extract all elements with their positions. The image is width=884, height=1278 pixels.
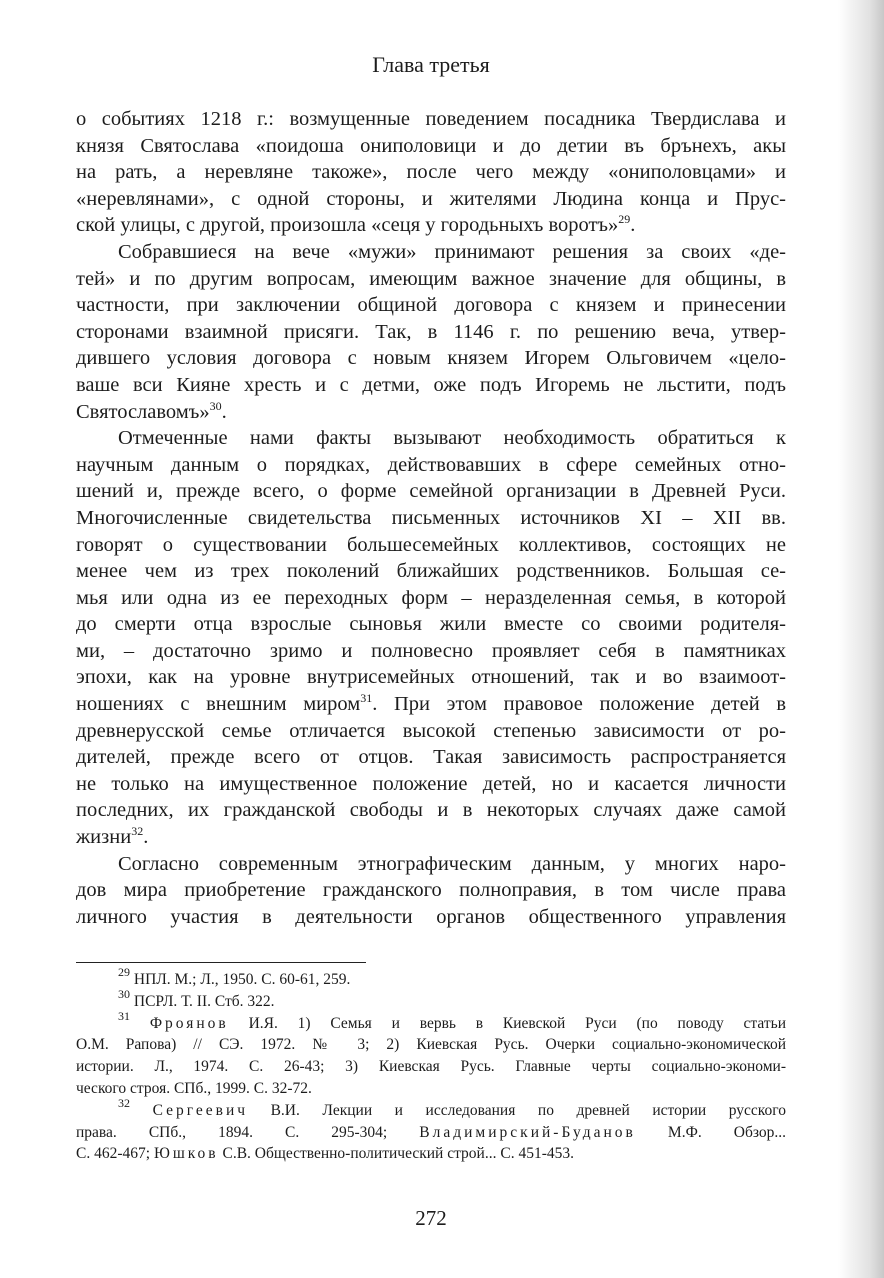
footnote-rule — [76, 962, 366, 963]
text-line-content: древнерусской семье отличается высокой степенью зависимости от ро- — [76, 719, 786, 742]
text-line-content: на рать, а неревляне такоже», после чего между «ониполовцами» и — [76, 161, 786, 184]
text-line — [76, 585, 786, 612]
footnote-number: 31 — [118, 1008, 130, 1023]
footnote-ref: 32 — [131, 824, 144, 839]
text-line-content: дителей, прежде всего от отцов. Такая зависимость распространяется — [76, 746, 786, 769]
author-name: Фроянов — [149, 1014, 229, 1032]
text-line — [76, 691, 786, 718]
footnote-text: М.Ф. Обзор... — [635, 1123, 786, 1141]
footnote-text: права. СПб., 1894. С. 295-304; — [76, 1123, 420, 1141]
text-line-content: князя Святослава «поидоша ониполовици и до детии въ брънехъ, акы — [76, 134, 786, 157]
text-line-content: не только на имущественное положение детей, но и касается личности — [76, 772, 786, 795]
text-line — [76, 532, 786, 559]
text-line-content: Согласно современным этнографическим данным, у многих наро- — [118, 852, 786, 875]
text-line — [76, 319, 786, 346]
footnote — [76, 965, 786, 991]
footnote-line — [76, 1056, 786, 1078]
text-line-tail: . — [143, 826, 149, 849]
footnote — [76, 986, 786, 1013]
footnote-text: И.Я. 1) Семья и вервь в Киевской Руси (по поводу статьи — [228, 1014, 786, 1032]
text-line-content: частности, при заключении общиной договора с князем и принесении — [76, 294, 786, 317]
text-line — [76, 159, 786, 186]
text-line — [76, 638, 786, 665]
chapter-header: Глава третья — [372, 52, 490, 77]
text-line — [76, 425, 786, 452]
text-line — [76, 877, 786, 904]
text-line — [76, 372, 786, 399]
text-line — [76, 824, 786, 851]
footnote-ref: 31 — [360, 691, 373, 706]
page-number: 272 — [415, 1206, 447, 1230]
text-line — [76, 266, 786, 293]
author-name: Сергеевич — [152, 1101, 249, 1119]
text-line-content: ношениях с внешним миром — [76, 693, 361, 716]
text-line-tail: . — [221, 400, 227, 423]
text-line-content: шений и, прежде всего, о форме семейной организации в Древней Руси. — [76, 480, 786, 503]
footnote-line — [76, 965, 786, 991]
footnote-number: 29 — [118, 965, 130, 979]
text-line-content: до смерти отца взрослые сыновья жили вместе со своими родителя- — [76, 613, 786, 636]
text-line — [76, 212, 786, 239]
footnote-ref: 29 — [618, 212, 631, 227]
footnote-text — [130, 1102, 153, 1119]
text-line — [76, 292, 786, 319]
text-line-content: «неревлянами», с одной стороны, и жителями Людина конца и Прус- — [76, 187, 786, 210]
text-line — [76, 558, 786, 585]
text-line-tail: . При этом правовое положение детей в — [372, 693, 786, 716]
text-line — [76, 664, 786, 691]
text-line-content: личного участия в деятельности органов общественного управления — [76, 905, 786, 928]
text-line-content: менее чем из трех поколений ближайших родственников. Большая се- — [76, 560, 786, 583]
footnote-text: НПЛ. М.; Л., 1950. С. 60-61, 259. — [130, 971, 351, 988]
text-line-content: говорят о существовании большесемейных коллективов, состоящих не — [76, 533, 786, 556]
text-line-content: последних, их гражданской свободы и в некоторых случаях даже самой — [76, 799, 786, 822]
text-line — [76, 505, 786, 532]
text-line-content: Собравшиеся на вече «мужи» принимают решения за своих «де- — [118, 240, 786, 263]
text-line — [76, 239, 786, 266]
text-line — [76, 478, 786, 505]
text-line — [76, 611, 786, 638]
text-line-content: сторонами взаимной присяги. Так, в 1146 г. по решению веча, утвер- — [76, 320, 786, 343]
footnote-text: О.М. Рапова) // СЭ. 1972. № 3; 2) Киевская Русь. Очерки социально-экономической — [76, 1036, 786, 1054]
text-line-content: Отмеченные нами факты вызывают необходимость обратиться к — [118, 427, 786, 450]
text-line — [76, 771, 786, 798]
footnote-number: 30 — [118, 986, 130, 1001]
text-line-content: жизни — [76, 826, 132, 849]
footnote-text: С. 462-467; — [76, 1145, 154, 1163]
footnote — [76, 1008, 786, 1100]
footnote-line — [76, 986, 786, 1013]
text-line-content: эпохи, как на уровне внутрисемейных отношений, так и во взаимоот- — [76, 666, 786, 689]
text-line — [76, 851, 786, 878]
footnote-line — [76, 1078, 786, 1100]
footnote-line — [76, 1122, 786, 1144]
text-line — [76, 106, 786, 133]
footnote-ref: 30 — [209, 398, 222, 413]
text-line — [76, 186, 786, 213]
text-line — [76, 345, 786, 372]
footnote-line — [76, 1034, 786, 1056]
footnote-text: истории. Л., 1974. С. 26-43; 3) Киевская Русь. Главные черты социально-экономи- — [76, 1058, 786, 1076]
footnote-number: 32 — [118, 1095, 130, 1110]
text-line — [76, 718, 786, 745]
text-line-content: дов мира приобретение гражданского полноправия, в том числе права — [76, 879, 786, 902]
footnote-line — [76, 1095, 787, 1122]
author-name: Юшков — [153, 1145, 219, 1163]
footnote-line — [76, 1008, 786, 1035]
text-line-content: ваше вси Кияне хресть и с детми, оже подъ Игоремь не льстити, подъ — [76, 373, 786, 396]
text-line-tail: . — [630, 214, 636, 237]
text-line-content: Многочисленные свидетельства письменных источников XI – XII вв. — [76, 506, 786, 529]
text-line — [76, 797, 786, 824]
footnote-text: ПСРЛ. Т. II. Стб. 322. — [130, 992, 275, 1010]
text-line-content: ми, – достаточно зримо и полновесно проявляет себя в памятниках — [76, 639, 786, 662]
main-text — [76, 106, 786, 930]
text-line — [76, 133, 786, 160]
author-name: Владимирский-Буданов — [419, 1123, 636, 1141]
text-line-content: мья или одна из ее переходных форм – неразделенная семья, в которой — [76, 586, 786, 609]
footnote — [76, 1095, 787, 1165]
footnote-text — [130, 1015, 150, 1032]
text-line — [76, 399, 786, 426]
text-line-content: научным данным о порядках, действовавших в сфере семейных отно- — [76, 453, 786, 476]
text-line — [76, 904, 786, 931]
text-line-content: Святославомъ» — [76, 400, 210, 423]
footnotes — [76, 965, 787, 1165]
text-line-content: о событиях 1218 г.: возмущенные поведением посадника Твердислава и — [76, 108, 786, 130]
footnote-line — [76, 1143, 786, 1165]
text-line-content: дившего условия договора с новым князем Игорем Ольговичем «цело- — [76, 347, 786, 370]
text-line-content: ской улицы, с другой, произошла «сеця у городьныхъ воротъ» — [76, 214, 619, 237]
page-edge-shadow — [838, 0, 884, 1278]
footnote-text: ческого строя. СПб., 1999. С. 32-72. — [76, 1079, 312, 1097]
text-line-content: тей» и по другим вопросам, имеющим важное значение для общины, в — [76, 267, 786, 290]
text-line — [76, 744, 786, 771]
footnote-text: С.В. Общественно-политический строй... С. 451-453. — [218, 1145, 574, 1163]
text-line — [76, 452, 786, 479]
footnote-text: В.И. Лекции и исследования по древней истории русского — [248, 1101, 787, 1119]
